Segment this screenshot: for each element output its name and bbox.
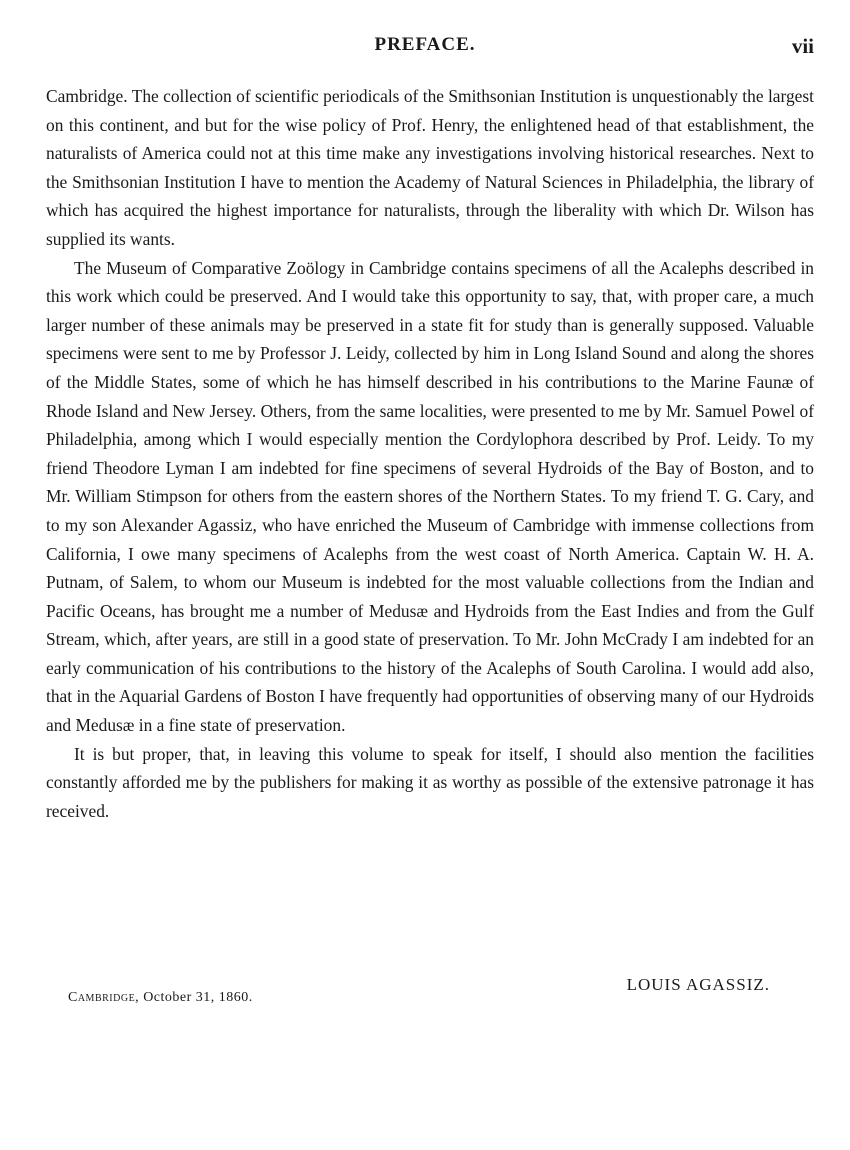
place-date-line <box>68 990 253 1006</box>
paragraph-3: It is but proper, that, in leaving this volume to speak for itself, I should also mention the facilities constantly afforded me by the publishers for making it as worthy as possible of the extensive patronage it has received. <box>46 743 814 821</box>
date-text: October 31, 1860. <box>143 990 253 1005</box>
preface-body <box>46 82 814 825</box>
paragraph-2: The Museum of Comparative Zoölogy in Cambridge contains specimens of all the Acalephs described in this work which could be preserved. And I would take this opportunity to say, that, with proper care, a much larger number of these animals may be preserved in a state fit for study than is generally supposed. Valuable specimens were sent to me by Professor J. Leidy, collected by him in Long Island Sound and along the shores of the Middle States, some of which he has himself described in his contributions to the Marine Faunæ of Rhode Island and New Jersey. Others, from the same localities, were presented to me by Mr. Samuel Powel of Philadelphia, among which I would especially mention the Cordylophora described by Prof. Leidy. To my friend Theodore Lyman I am indebted for fine specimens of several Hydroids of the Bay of Boston, and to Mr. William Stimpson for others from the eastern shores of the Northern States. To my friend T. G. Cary, and to my son Alexander Agassiz, who have enriched the Museum of Cambridge with immense collections from California, I owe many specimens of Acalephs from the west coast of North America. Captain W. H. A. Putnam, of Salem, to whom our Museum is indebted for the most valuable collections from the Indian and Pacific Oceans, has brought me a number of Medusæ and Hydroids from the East Indies and from the Gulf Stream, which, after years, are still in a good state of preservation. To Mr. John McCrady I am indebted for an early communication of his contributions to the history of the Acalephs of South Carolina. I would add also, that in the Aquarial Gardens of Boston I have frequently had opportunities of observing many of our Hydroids and Medusæ in a fine state of preservation. <box>46 257 814 736</box>
author-signature: LOUIS AGASSIZ. <box>626 975 770 994</box>
page-title: PREFACE. <box>374 34 476 55</box>
page-number: vii <box>791 34 814 58</box>
place-name: Cambridge, <box>68 990 140 1005</box>
paragraph-1: Cambridge. The collection of scientific periodicals of the Smithsonian Institution is unquestionably the largest on this continent, and but for the wise policy of Prof. Henry, the enlightened head of that establishment, the naturalists of America could not at this time make any investigations involving historical researches. Next to the Smithsonian Institution I have to mention the Academy of Natural Sciences in Philadelphia, the library of which has acquired the highest importance for naturalists, through the liberality with which Dr. Wilson has supplied its wants. <box>46 86 814 249</box>
